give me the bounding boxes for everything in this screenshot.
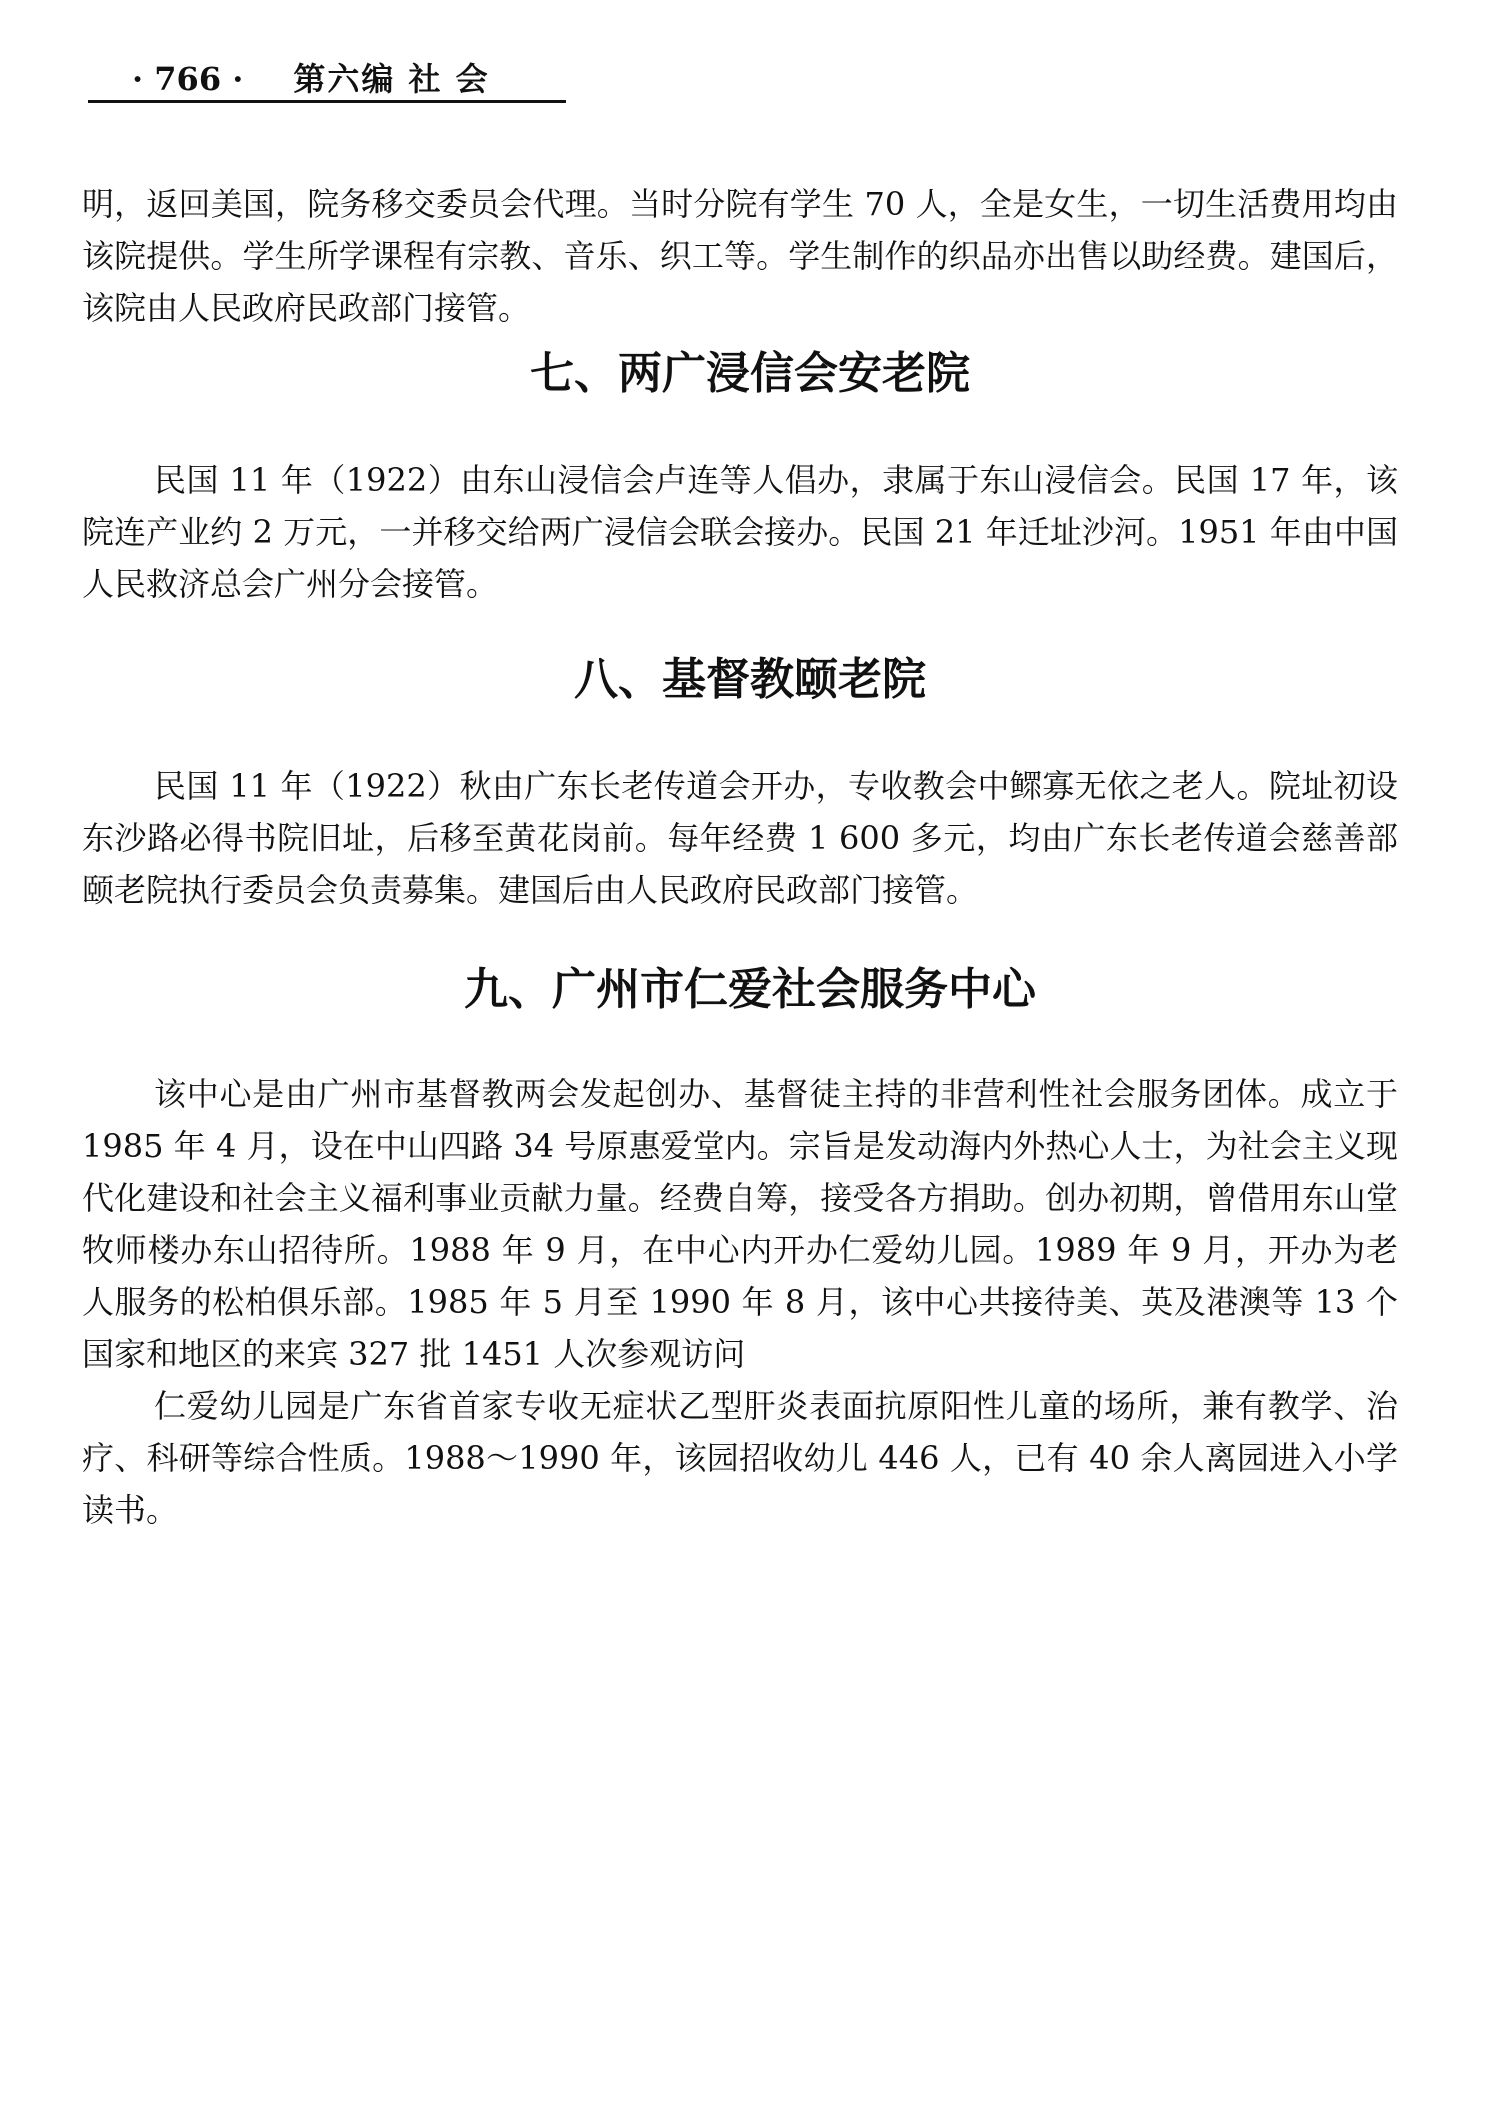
section-title-8: 八、基督教颐老院: [574, 654, 926, 705]
section-9-paragraph-2: 仁爱幼儿园是广东省首家专收无症状乙型肝炎表面抗原阳性儿童的场所，兼有教学、治疗、科研等综合性质。1988～1990 年，该园招收幼儿 446 人，已有 40 余人离园进入小学读书。: [82, 1387, 1398, 1529]
running-header: [88, 58, 566, 103]
intro-paragraph: 明，返回美国，院务移交委员会代理。当时分院有学生 70 人，全是女生，一切生活费用均由该院提供。学生所学课程有宗教、音乐、织工等。学生制作的织品亦出售以助经费。建国后，该院由人民政府民政部门接管。: [82, 185, 1398, 327]
section-7-paragraph: 民国 11 年（1922）由东山浸信会卢连等人倡办，隶属于东山浸信会。民国 17 年，该院连产业约 2 万元，一并移交给两广浸信会联会接办。民国 21 年迁址沙河。1951 年由中国人民救济总会广州分会接管。: [82, 461, 1398, 603]
chapter-title: 第六编 社 会: [293, 60, 490, 98]
section-9-paragraph-1: 该中心是由广州市基督教两会发起创办、基督徒主持的非营利性社会服务团体。成立于 1985 年 4 月，设在中山四路 34 号原惠爱堂内。宗旨是发动海内外热心人士，为社会主义现代化建设和社会主义福利事业贡献力量。经费自筹，接受各方捐助。创办初期，曾借用东山堂牧师楼办东山招待所。1988 年 9 月，在中心内开办仁爱幼儿园。1989 年 9 月，开办为老人服务的松柏俱乐部。1985 年 5 月至 1990 年 8 月，该中心共接待美、英及港澳等 13 个国家和地区的来宾 327 批 1451 人次参观访问: [82, 1075, 1398, 1373]
section-8-paragraph: 民国 11 年（1922）秋由广东长老传道会开办，专收教会中鳏寡无依之老人。院址初设东沙路必得书院旧址，后移至黄花岗前。每年经费 1 600 多元，均由广东长老传道会慈善部颐老院执行委员会负责募集。建国后由人民政府民政部门接管。: [82, 767, 1398, 909]
section-title-9: 九、广州市仁爱社会服务中心: [464, 964, 1036, 1015]
page-number: · 766 ·: [132, 60, 244, 98]
section-title-7: 七、两广浸信会安老院: [530, 348, 970, 399]
